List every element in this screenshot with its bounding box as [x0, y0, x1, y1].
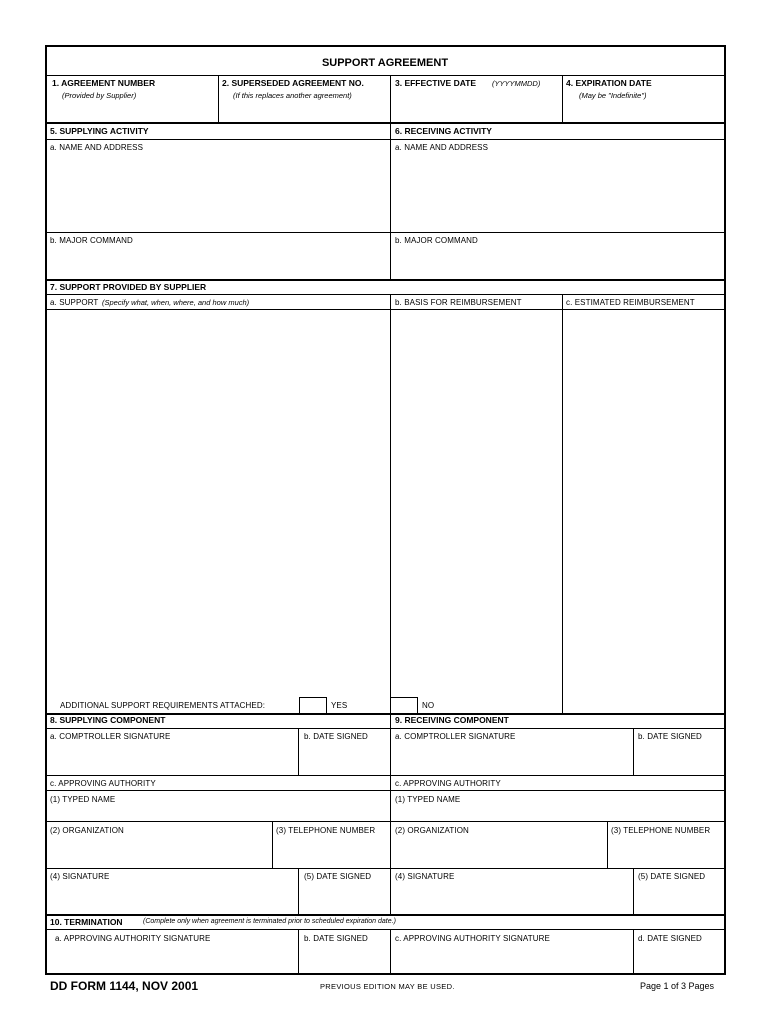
termination-signature-c-label: c. APPROVING AUTHORITY SIGNATURE	[395, 934, 550, 943]
receiving-telephone-label: (3) TELEPHONE NUMBER	[611, 826, 711, 835]
supplying-date-signed-label: b. DATE SIGNED	[304, 732, 368, 741]
support-label: a. SUPPORT	[50, 298, 99, 307]
agreement-number-input[interactable]	[47, 100, 217, 121]
receiving-component-label: 9. RECEIVING COMPONENT	[395, 715, 509, 725]
agreement-number-note: (Provided by Supplier)	[62, 91, 137, 100]
supplying-typed-name-input[interactable]	[47, 805, 389, 820]
divider	[46, 775, 725, 776]
receiving-typed-name-input[interactable]	[391, 805, 725, 820]
basis-reimbursement-input[interactable]	[391, 310, 561, 695]
effective-date-note: (YYYYMMDD)	[492, 79, 541, 88]
section-divider	[46, 122, 725, 124]
divider	[46, 294, 725, 295]
expiration-date-note: (May be "Indefinite")	[579, 91, 647, 100]
expiration-date-input[interactable]	[563, 100, 725, 121]
yes-label: YES	[331, 701, 348, 710]
supplying-comptroller-signature-label: a. COMPTROLLER SIGNATURE	[50, 732, 171, 741]
superseded-agreement-note: (If this replaces another agreement)	[233, 91, 352, 100]
receiving-organization-input[interactable]	[391, 838, 606, 867]
form-title: SUPPORT AGREEMENT	[321, 57, 449, 69]
previous-edition-note: PREVIOUS EDITION MAY BE USED.	[320, 982, 455, 991]
supplying-telephone-input[interactable]	[273, 838, 389, 867]
yes-checkbox[interactable]	[299, 697, 327, 714]
termination-date-d-input[interactable]	[634, 946, 725, 973]
divider	[46, 75, 725, 76]
support-provided-label: 7. SUPPORT PROVIDED BY SUPPLIER	[50, 282, 207, 292]
supplying-major-command-label: b. MAJOR COMMAND	[50, 236, 133, 245]
supplying-approving-authority-label: c. APPROVING AUTHORITY	[50, 779, 156, 788]
supplying-major-command-input[interactable]	[47, 248, 389, 278]
receiving-date-signed-2-input[interactable]	[634, 884, 725, 914]
supplying-organization-input[interactable]	[47, 838, 271, 867]
support-description-input[interactable]	[47, 310, 389, 695]
receiving-activity-label: 6. RECEIVING ACTIVITY	[395, 126, 492, 136]
termination-label: 10. TERMINATION	[50, 917, 123, 927]
termination-date-b-label: b. DATE SIGNED	[304, 934, 368, 943]
termination-note: (Complete only when agreement is terminated prior to scheduled expiration date.)	[143, 918, 396, 925]
divider	[46, 868, 725, 869]
supplying-comptroller-signature-input[interactable]	[47, 744, 297, 774]
section-divider	[46, 914, 725, 916]
supplying-organization-label: (2) ORGANIZATION	[50, 826, 124, 835]
agreement-number-label: 1. AGREEMENT NUMBER	[52, 78, 156, 88]
basis-reimbursement-label: b. BASIS FOR REIMBURSEMENT	[395, 298, 522, 307]
receiving-name-address-input[interactable]	[391, 154, 725, 230]
receiving-major-command-label: b. MAJOR COMMAND	[395, 236, 478, 245]
estimated-reimbursement-input[interactable]	[563, 310, 725, 713]
receiving-date-signed-2-label: (5) DATE SIGNED	[638, 872, 706, 881]
no-label: NO	[422, 701, 435, 710]
supplying-date-signed-2-label: (5) DATE SIGNED	[304, 872, 372, 881]
divider	[46, 139, 725, 140]
supplying-signature-input[interactable]	[47, 884, 297, 914]
supplying-signature-label: (4) SIGNATURE	[50, 872, 110, 881]
receiving-signature-label: (4) SIGNATURE	[395, 872, 455, 881]
receiving-telephone-input[interactable]	[608, 838, 725, 867]
supplying-typed-name-label: (1) TYPED NAME	[50, 795, 116, 804]
divider	[46, 790, 725, 791]
supplying-activity-label: 5. SUPPLYING ACTIVITY	[50, 126, 149, 136]
effective-date-label: 3. EFFECTIVE DATE	[395, 78, 477, 88]
supplying-date-signed-2-input[interactable]	[299, 884, 389, 914]
supplying-name-address-label: a. NAME AND ADDRESS	[50, 143, 144, 152]
page-indicator: Page 1 of 3 Pages	[640, 981, 715, 991]
termination-date-b-input[interactable]	[299, 946, 389, 973]
section-divider	[46, 279, 725, 281]
expiration-date-label: 4. EXPIRATION DATE	[566, 78, 652, 88]
divider	[46, 821, 725, 822]
receiving-comptroller-signature-label: a. COMPTROLLER SIGNATURE	[395, 732, 516, 741]
receiving-signature-input[interactable]	[391, 884, 632, 914]
receiving-typed-name-label: (1) TYPED NAME	[395, 795, 461, 804]
divider	[46, 929, 725, 930]
superseded-agreement-label: 2. SUPERSEDED AGREEMENT NO.	[222, 78, 364, 88]
termination-date-d-label: d. DATE SIGNED	[638, 934, 702, 943]
support-note: (Specify what, when, where, and how much)	[102, 298, 250, 307]
divider	[46, 728, 725, 729]
receiving-approving-authority-label: c. APPROVING AUTHORITY	[395, 779, 501, 788]
receiving-date-signed-input[interactable]	[634, 744, 725, 774]
form-number: DD FORM 1144, NOV 2001	[50, 979, 199, 993]
receiving-name-address-label: a. NAME AND ADDRESS	[395, 143, 489, 152]
additional-support-label: ADDITIONAL SUPPORT REQUIREMENTS ATTACHED:	[60, 701, 266, 710]
receiving-comptroller-signature-input[interactable]	[391, 744, 632, 774]
receiving-organization-label: (2) ORGANIZATION	[395, 826, 469, 835]
estimated-reimbursement-label: c. ESTIMATED REIMBURSEMENT	[566, 298, 695, 307]
supplying-telephone-label: (3) TELEPHONE NUMBER	[276, 826, 376, 835]
receiving-major-command-input[interactable]	[391, 248, 725, 278]
termination-signature-a-label: a. APPROVING AUTHORITY SIGNATURE	[55, 934, 211, 943]
supplying-date-signed-input[interactable]	[299, 744, 389, 774]
divider	[46, 232, 725, 233]
agreement-number-field[interactable]	[219, 100, 389, 121]
effective-date-input[interactable]	[391, 95, 561, 121]
supplying-component-label: 8. SUPPLYING COMPONENT	[50, 715, 166, 725]
supplying-name-address-input[interactable]	[47, 154, 389, 230]
termination-signature-c-input[interactable]	[391, 946, 632, 973]
termination-signature-a-input[interactable]	[47, 946, 297, 973]
no-checkbox[interactable]	[390, 697, 418, 714]
receiving-date-signed-label: b. DATE SIGNED	[638, 732, 702, 741]
